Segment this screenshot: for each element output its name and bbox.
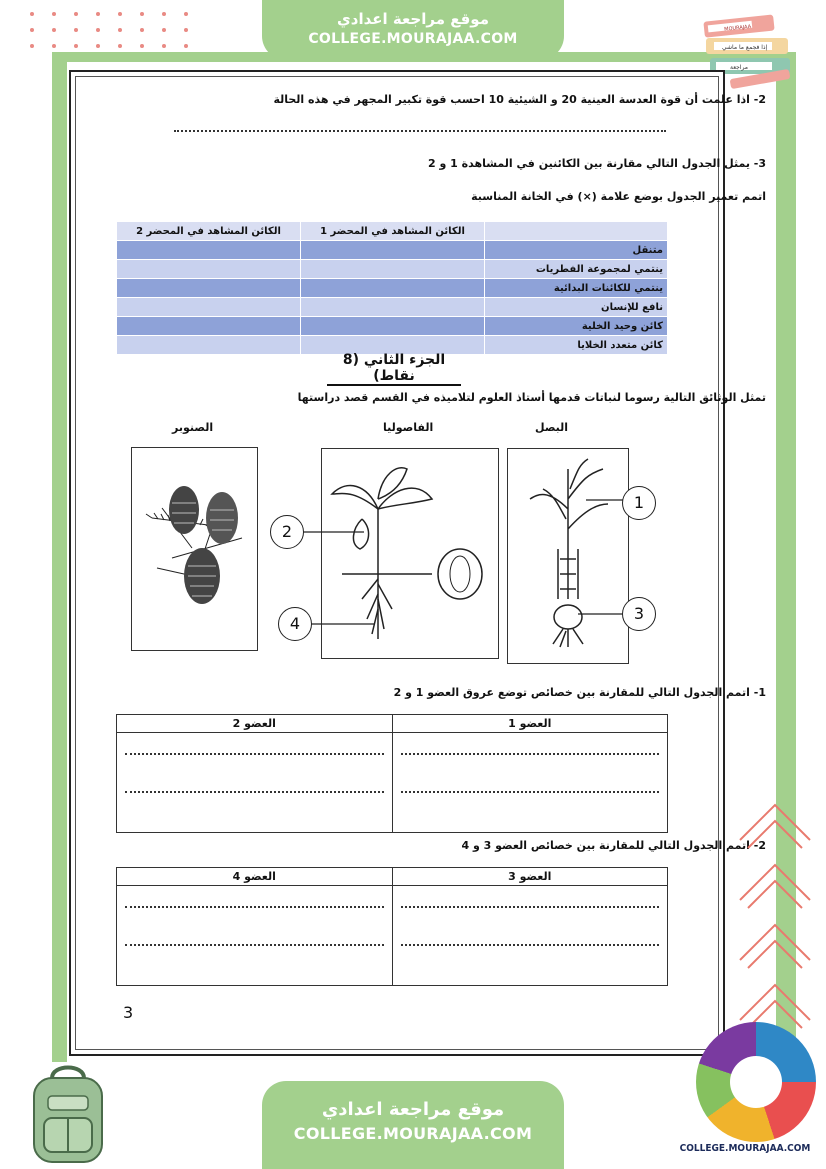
onion-plant-icon (508, 449, 628, 663)
answer-cell-organ-4[interactable] (117, 886, 393, 986)
callout-number-2: 2 (270, 515, 304, 549)
organ-comparison-table-3-4 (116, 867, 668, 986)
question-2-text: 2- اذا علمت أن قوة العدسة العينية 20 و الشيئية 10 احسب قوة تكبير المجهر في هذه الحالة (273, 93, 766, 106)
table-header-organ-2: العضو 2 (117, 715, 393, 733)
header-site-url[interactable]: COLLEGE.MOURAJAA.COM (308, 31, 518, 47)
table-row-label: ينتمي للكائنات البدائية (485, 279, 668, 298)
plant-label-pine: الصنوبر (172, 421, 214, 434)
pine-drawing-box (131, 447, 258, 651)
table-cell-check[interactable] (117, 317, 301, 336)
decorative-dots (30, 6, 210, 56)
question-3-instruction: اتمم تعمير الجدول بوضع علامة (×) في الخانة المناسبة (471, 190, 766, 203)
table-row-label: متنقل (485, 241, 668, 260)
part-2-question-2: 2- اتمم الجدول التالي للمقارنة بين خصائص العضو 3 و 4 (461, 839, 766, 852)
answer-dotted-line[interactable] (174, 130, 666, 132)
table-header-organ-4: العضو 4 (117, 868, 393, 886)
table-row-label: نافع للإنسان (485, 298, 668, 317)
table-header-empty (485, 222, 668, 241)
table-header-organ-1: العضو 1 (392, 715, 668, 733)
footer-site-url[interactable]: COLLEGE.MOURAJAA.COM (293, 1124, 533, 1143)
answer-cell-organ-3[interactable] (392, 886, 668, 986)
header-site-name-ar: موقع مراجعة اعدادي (337, 10, 489, 28)
site-logo-caption[interactable]: COLLEGE.MOURAJAA.COM (679, 1143, 811, 1154)
frame-left (52, 52, 67, 1062)
bean-plant-icon (322, 449, 498, 658)
table-cell-check[interactable] (301, 241, 485, 260)
backpack-icon (18, 1058, 118, 1166)
organ-comparison-table-1-2 (116, 714, 668, 833)
footer-site-banner[interactable] (262, 1081, 564, 1169)
table-cell-check[interactable] (301, 279, 485, 298)
footer-site-name-ar: موقع مراجعة اعدادي (321, 1099, 505, 1120)
callout-number-1: 1 (622, 486, 656, 520)
callout-number-4: 4 (278, 607, 312, 641)
plant-label-bean: الفاصوليا (383, 421, 434, 434)
part-2-question-1: 1- اتمم الجدول التالي للمقارنة بين خصائص توضع عروق العضو 1 و 2 (393, 686, 766, 699)
table-cell-check[interactable] (301, 298, 485, 317)
part-2-intro: تمثل الوثائق التالية رسوما لنباتات قدمها أستاذ العلوم لتلاميذه في القسم قصد دراستها (297, 391, 766, 404)
table-row-label: كائن متعدد الخلايا (485, 336, 668, 355)
table-cell-check[interactable] (117, 336, 301, 355)
part-2-title: الجزء الثاني (8 نقاط) (327, 352, 461, 386)
table-header-col2: الكائن المشاهد في المحضر 2 (117, 222, 301, 241)
table-cell-check[interactable] (301, 317, 485, 336)
table-row (117, 317, 668, 336)
onion-drawing-box (507, 448, 629, 664)
table-row (117, 241, 668, 260)
books-logo-bottom-label: مراجعة (730, 64, 749, 71)
table-cell-check[interactable] (117, 298, 301, 317)
bean-drawing-box (321, 448, 499, 659)
table-cell-check[interactable] (117, 241, 301, 260)
table-row (117, 298, 668, 317)
site-logo-wheel-icon[interactable] (696, 1022, 816, 1142)
pine-cone-icon (132, 448, 257, 650)
question-3-text: 3- يمثل الجدول التالي مقارنة بين الكائنين في المشاهدة 1 و 2 (427, 157, 766, 170)
comparison-table-organisms (116, 221, 668, 355)
page-number: 3 (123, 1003, 134, 1022)
answer-cell-organ-1[interactable] (392, 733, 668, 833)
table-cell-check[interactable] (301, 260, 485, 279)
table-row (117, 260, 668, 279)
table-row-label: ينتمي لمجموعة الفطريات (485, 260, 668, 279)
table-header-organ-3: العضو 3 (392, 868, 668, 886)
answer-cell-organ-2[interactable] (117, 733, 393, 833)
table-row (117, 279, 668, 298)
chevron-up-icon (730, 795, 826, 1035)
table-row-label: كائن وحيد الخلية (485, 317, 668, 336)
callout-number-3: 3 (622, 597, 656, 631)
table-cell-check[interactable] (117, 279, 301, 298)
books-logo-top-label: MOURAJAA (723, 23, 752, 33)
header-site-banner[interactable] (262, 0, 564, 60)
table-cell-check[interactable] (117, 260, 301, 279)
books-logo-middle-label: إذا فجمع ما ماشي (722, 44, 768, 51)
table-header-col1: الكائن المشاهد في المحضر 1 (301, 222, 485, 241)
plant-label-onion: البصل (535, 421, 569, 434)
